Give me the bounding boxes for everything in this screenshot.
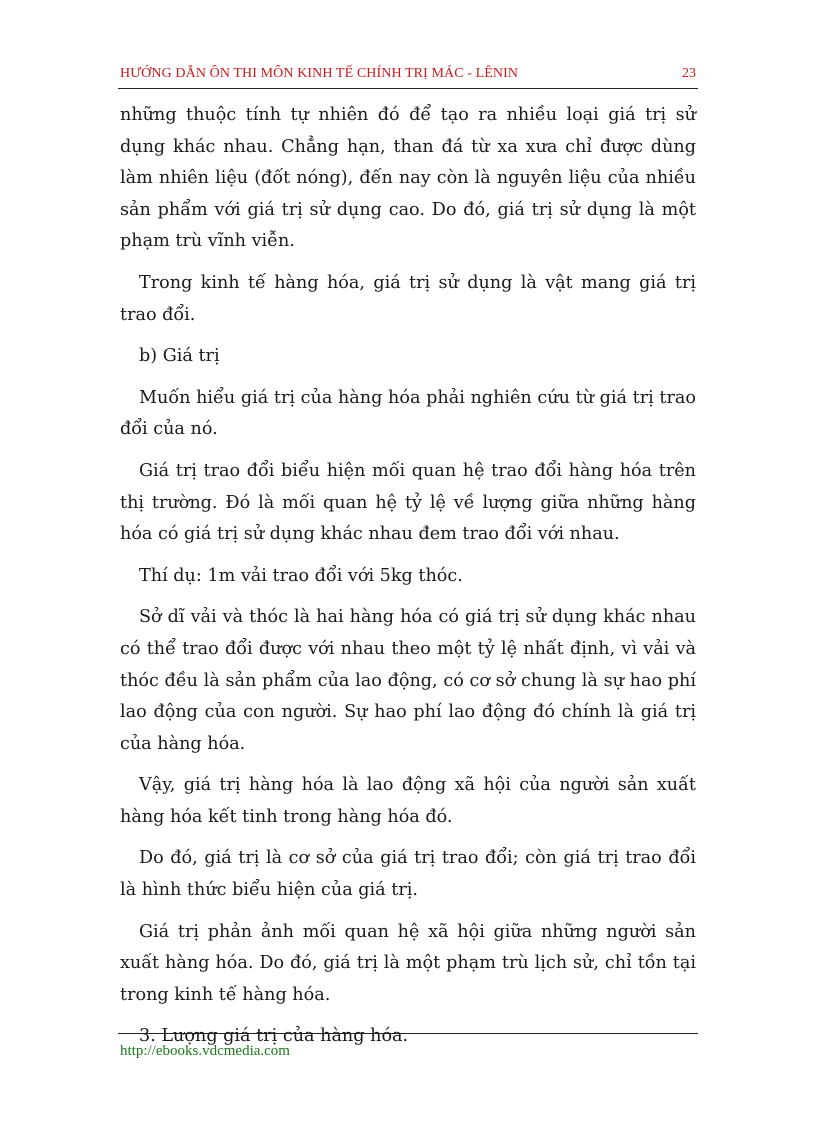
header-title: HƯỚNG DẪN ÔN THI MÔN KINH TẾ CHÍNH TRỊ MÁC - LÊNIN bbox=[120, 66, 519, 81]
paragraph: Giá trị trao đổi biểu hiện mối quan hệ trao đổi hàng hóa trên thị trường. Đó là mối quan hệ tỷ lệ về lượng giữa những hàng hóa có giá trị sử dụng khác nhau đem trao đổi với nhau. bbox=[120, 460, 696, 545]
paragraph: Giá trị phản ảnh mối quan hệ xã hội giữa những người sản xuất hàng hóa. Do đó, giá trị là một phạm trù lịch sử, chỉ tồn tại trong kinh tế hàng hóa. bbox=[120, 921, 696, 1005]
body-text bbox=[120, 100, 696, 1063]
paragraph: Sở dĩ vải và thóc là hai hàng hóa có giá trị sử dụng khác nhau có thể trao đổi được với nhau theo một tỷ lệ nhất định, vì vải và thóc đều là sản phẩm của lao động, có cơ sở chung là sự hao phí lao động của con người. Sự hao phí lao động đó chính là giá trị của hàng hóa. bbox=[120, 607, 696, 754]
page-number: 23 bbox=[682, 66, 696, 81]
running-header bbox=[118, 64, 698, 86]
section-heading-luong-gia-tri: 3. Lượng giá trị của hàng hóa. bbox=[139, 1026, 409, 1047]
paragraph: Do đó, giá trị là cơ sở của giá trị trao đổi; còn giá trị trao đổi là hình thức biểu hiện của giá trị. bbox=[120, 848, 696, 901]
paragraph-continuation: những thuộc tính tự nhiên đó để tạo ra nhiều loại giá trị sử dụng khác nhau. Chẳng hạn, than đá từ xa xưa chỉ được dùng làm nhiên liệu (đốt nóng), đến nay còn là nguyên liệu của nhiều sản phẩm với giá trị sử dụng cao. Do đó, giá trị sử dụng là một phạm trù vĩnh viễn. bbox=[120, 105, 696, 252]
header-divider bbox=[118, 88, 698, 89]
footer-divider bbox=[118, 1033, 698, 1034]
paragraph-example: Thí dụ: 1m vải trao đổi với 5kg thóc. bbox=[139, 565, 463, 586]
section-heading-gia-tri: b) Giá trị bbox=[139, 346, 220, 367]
footer-url[interactable]: http://ebooks.vdcmedia.com bbox=[120, 1043, 290, 1059]
paragraph: Vậy, giá trị hàng hóa là lao động xã hội của người sản xuất hàng hóa kết tinh trong hàng hóa đó. bbox=[120, 775, 696, 827]
paragraph: Muốn hiểu giá trị của hàng hóa phải nghiên cứu từ giá trị trao đổi của nó. bbox=[120, 387, 696, 440]
paragraph: Trong kinh tế hàng hóa, giá trị sử dụng là vật mang giá trị trao đổi. bbox=[120, 272, 696, 325]
